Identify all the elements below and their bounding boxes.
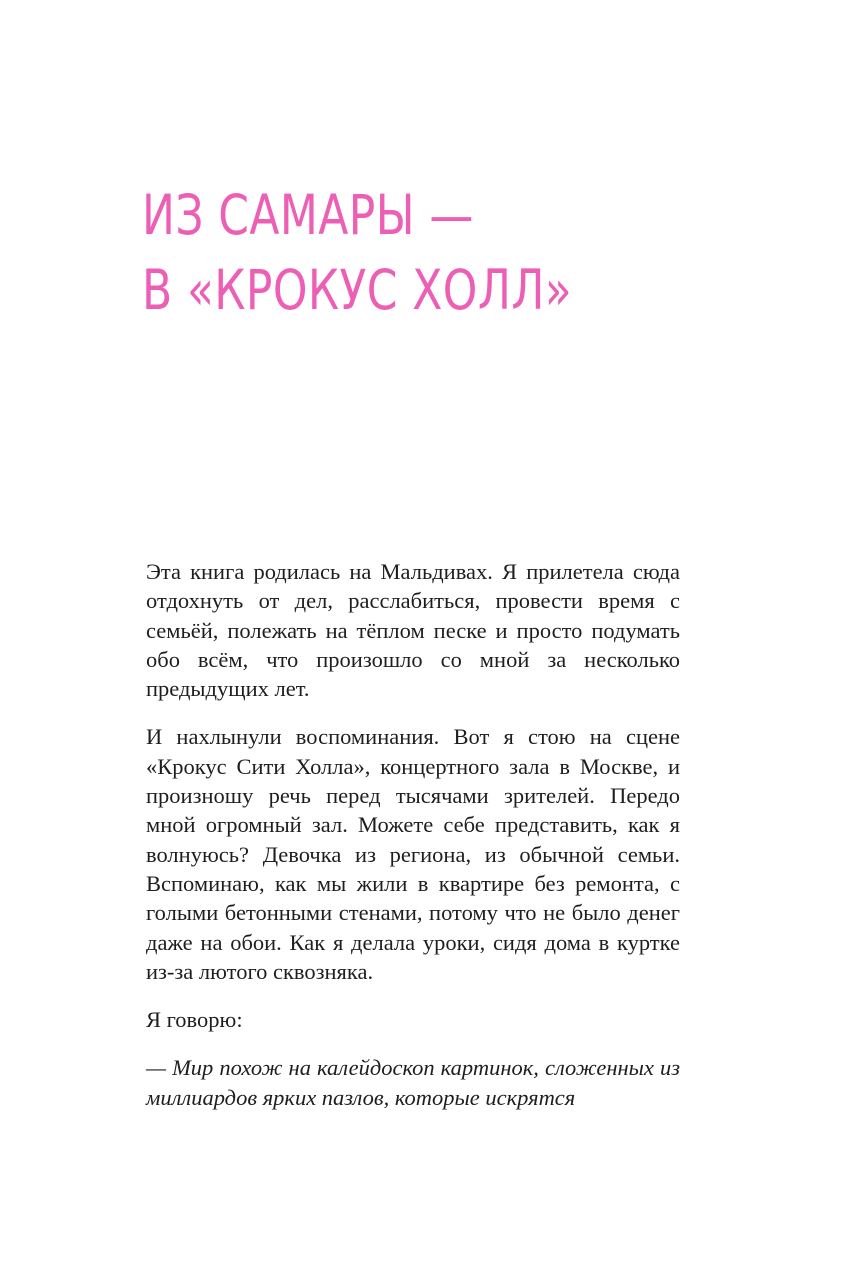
chapter-title-line-1: ИЗ САМАРЫ — <box>142 183 474 247</box>
paragraph-1: Эта книга родилась на Мальдивах. Я прилетела сюда отдохнуть от дел, расслабиться, провести время с семьёй, полежать на тёплом песке и просто подумать обо всём, что произошло со мной за несколько предыдущих лет. <box>146 559 680 702</box>
paragraph-2: И нахлынули воспоминания. Вот я стою на сцене «Крокус Сити Холла», концертного зала в Москве, и произношу речь перед тысячами зрителей. Передо мной огромный зал. Можете себе представить, как я волнуюсь? Девочка из региона, из обычной семьи. Вспоминаю, как мы жили в квартире без ремонта, с голыми бетонными стенами, потому что не было денег даже на обои. Как я делала уроки, сидя дома в куртке из-за лютого сквозняка. <box>146 724 680 984</box>
chapter-body <box>146 557 680 1112</box>
chapter-title <box>142 178 622 328</box>
chapter-title-line-2: В «КРОКУС ХОЛЛ» <box>142 258 573 322</box>
paragraph-3: Я говорю: <box>146 1007 243 1033</box>
quote-paragraph: — Мир похож на калейдоскоп картинок, сложенных из миллиардов ярких пазлов, которые искрятся <box>146 1055 680 1110</box>
